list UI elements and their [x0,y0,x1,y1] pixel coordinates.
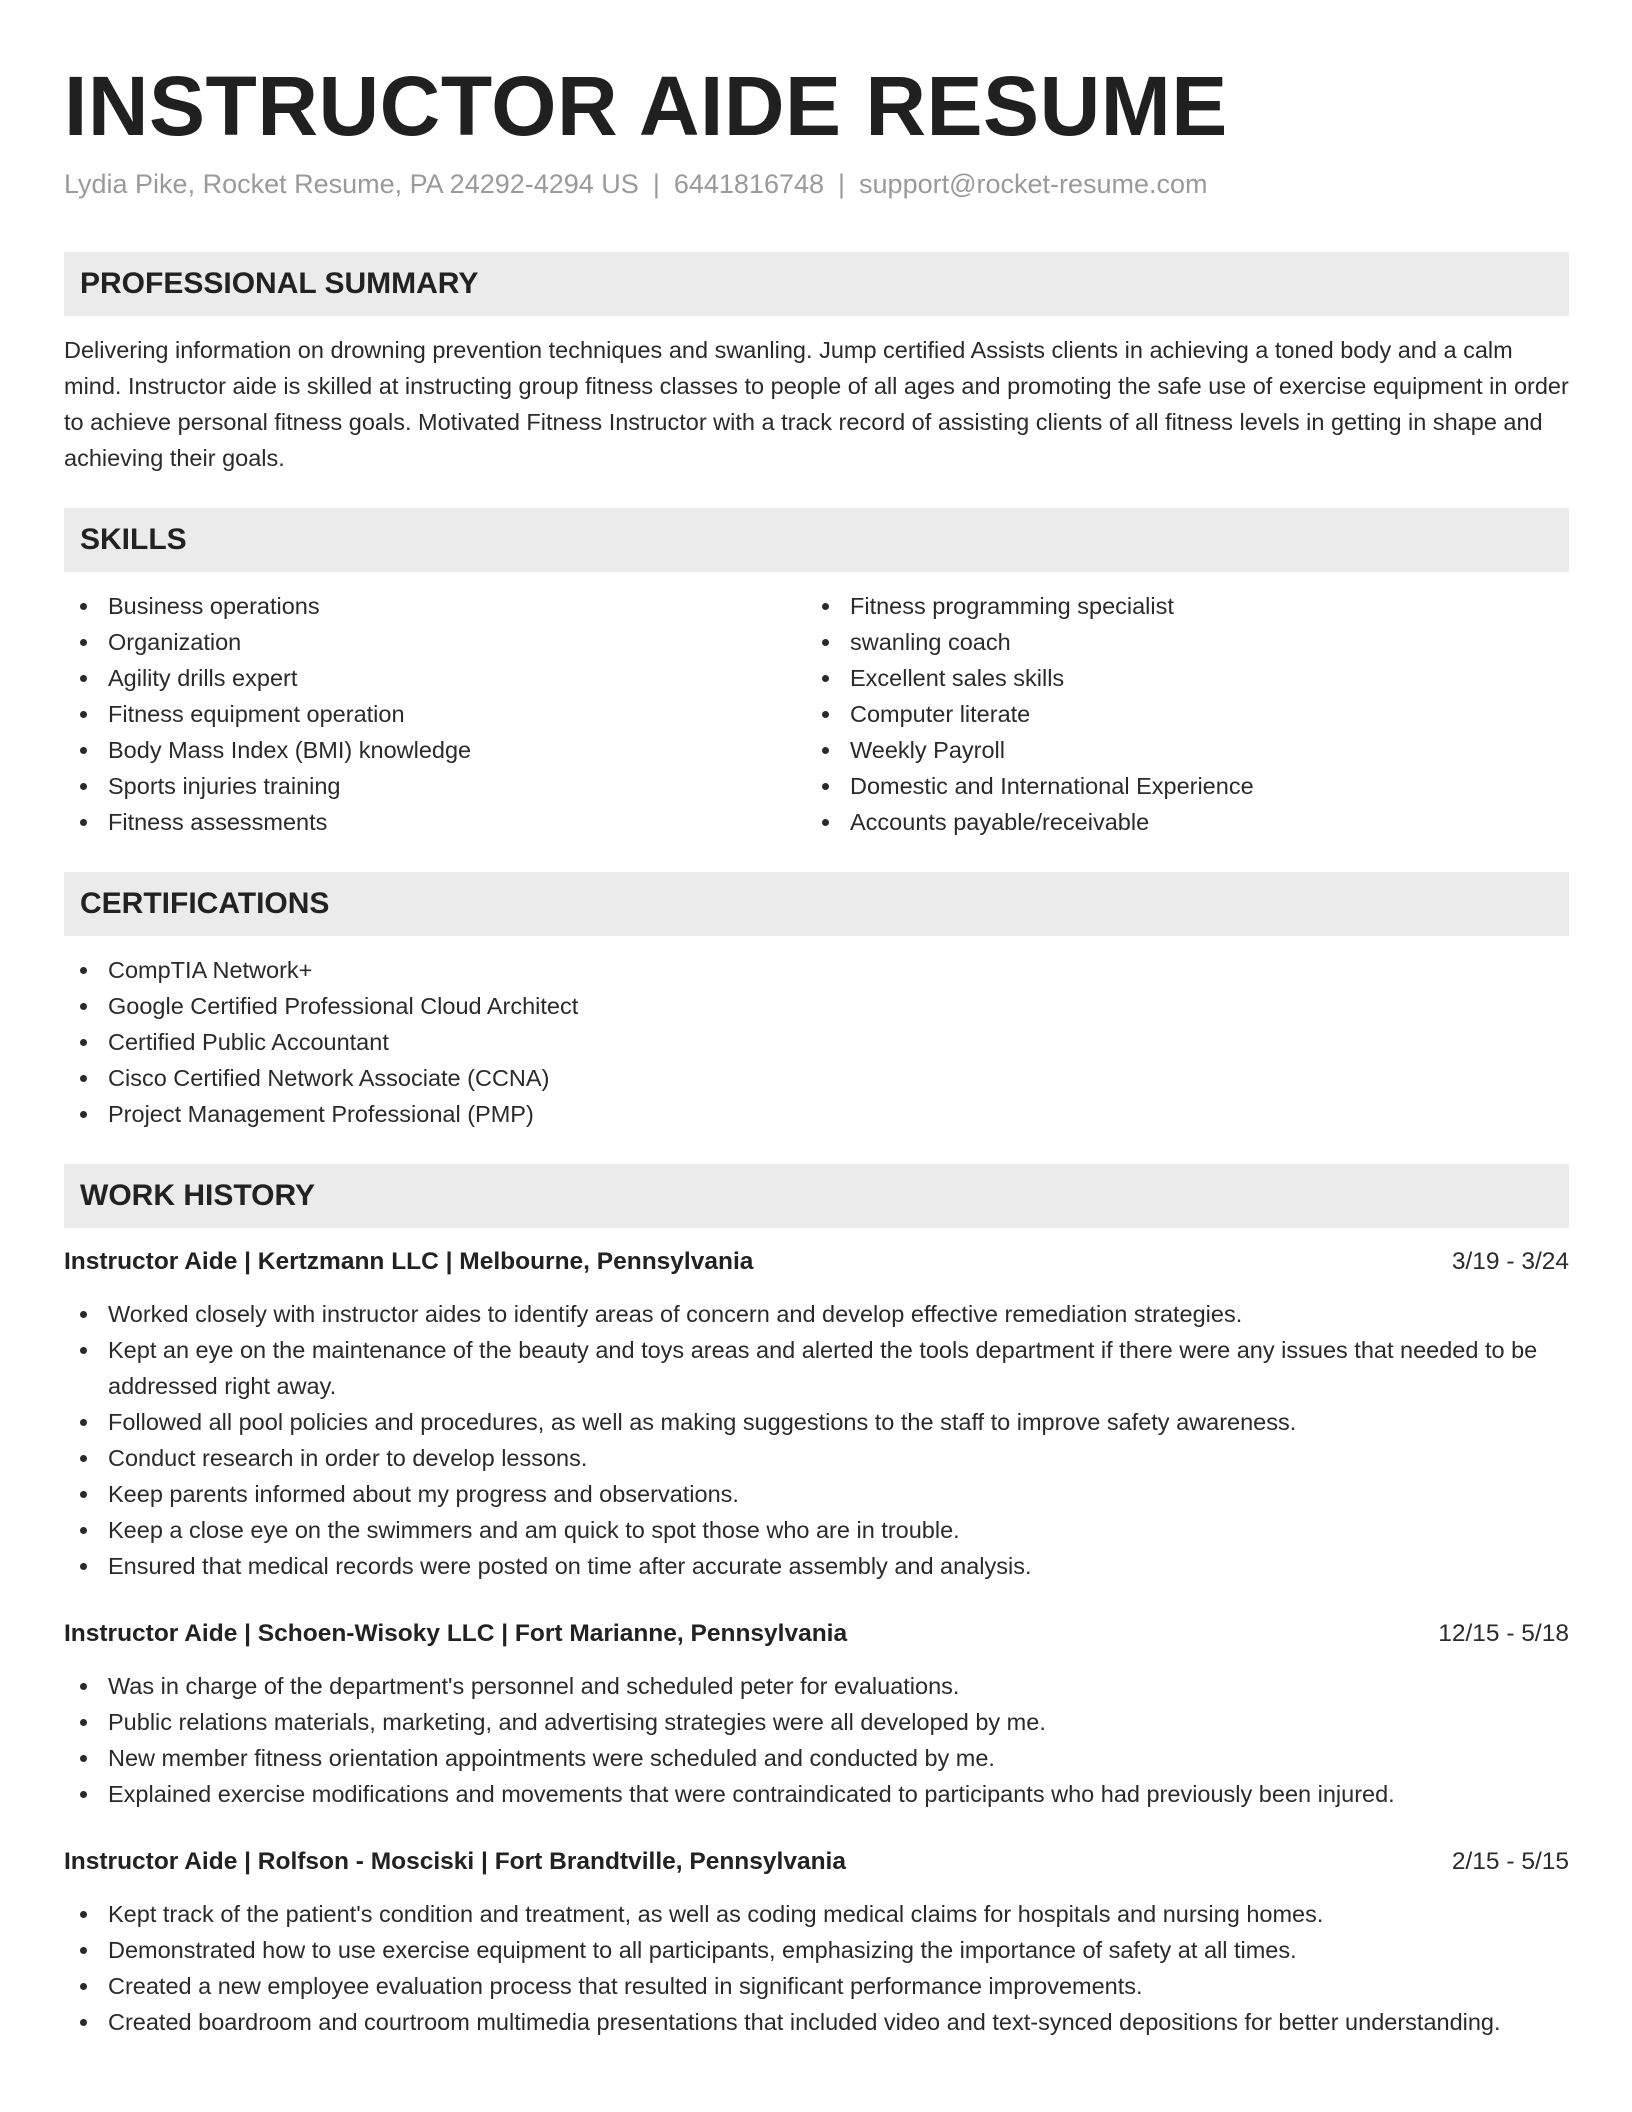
certification-item: CompTIA Network+ [64,952,1569,988]
job-header [64,1616,1569,1652]
skill-item: Weekly Payroll [806,732,1548,768]
job-bullet: Kept an eye on the maintenance of the beauty and toys areas and alerted the tools department if there were any issues that needed to be addressed right away. [64,1332,1569,1404]
section-heading-work-history: WORK HISTORY [64,1164,1569,1228]
job-bullet: Keep parents informed about my progress and observations. [64,1476,1569,1512]
resume-page [64,0,1569,2040]
job-bullet: Keep a close eye on the swimmers and am quick to spot those who are in trouble. [64,1512,1569,1548]
summary-text: Delivering information on drowning prevention techniques and swanling. Jump certified Assists clients in achieving a toned body and a calm mind. Instructor aide is skilled at instructing group fitness classes to people of all ages and promoting the safe use of exercise equipment in order to achieve personal fitness goals. Motivated Fitness Instructor with a track record of assisting clients of all fitness levels in getting in shape and achieving their goals. [64,337,1569,471]
job-bullet-list [64,1668,1569,1812]
job-entry [64,1844,1569,2040]
skill-item: Business operations [64,588,806,624]
contact-address: Lydia Pike, Rocket Resume, PA 24292-4294 US [64,169,639,199]
skills-columns [64,588,1569,840]
skill-item: Fitness equipment operation [64,696,806,732]
job-dates: 12/15 - 5/18 [1438,1620,1569,1647]
contact-email: support@rocket-resume.com [859,169,1208,199]
skill-item: Fitness assessments [64,804,806,840]
contact-separator: | [838,169,846,199]
job-bullet: Conduct research in order to develop lessons. [64,1440,1569,1476]
skill-item: Body Mass Index (BMI) knowledge [64,732,806,768]
skill-item: Accounts payable/receivable [806,804,1548,840]
job-bullet: Worked closely with instructor aides to identify areas of concern and develop effective remediation strategies. [64,1296,1569,1332]
certification-item: Google Certified Professional Cloud Architect [64,988,1569,1024]
job-bullet: Ensured that medical records were posted on time after accurate assembly and analysis. [64,1548,1569,1584]
skill-item: Agility drills expert [64,660,806,696]
skill-item: Excellent sales skills [806,660,1548,696]
skill-item: Organization [64,624,806,660]
job-title: Instructor Aide | Schoen-Wisoky LLC | Fort Marianne, Pennsylvania [64,1620,848,1647]
skill-item: Domestic and International Experience [806,768,1548,804]
job-title: Instructor Aide | Rolfson - Mosciski | Fort Brandtville, Pennsylvania [64,1848,846,1875]
skills-list-left [64,588,806,840]
job-bullet-list [64,1296,1569,1584]
contact-phone: 6441816748 [673,169,825,199]
section-heading-certifications: CERTIFICATIONS [64,872,1569,936]
skill-item: swanling coach [806,624,1548,660]
skills-list-right [806,588,1548,840]
job-bullet: Created boardroom and courtroom multimedia presentations that included video and text-synced depositions for better understanding. [64,2004,1569,2040]
skill-item: Fitness programming specialist [806,588,1548,624]
resume-title: INSTRUCTOR AIDE RESUME [64,59,1228,153]
section-heading-skills: SKILLS [64,508,1569,572]
section-heading-summary: PROFESSIONAL SUMMARY [64,252,1569,316]
certification-item: Cisco Certified Network Associate (CCNA) [64,1060,1569,1096]
job-header [64,1244,1569,1280]
job-bullet: Public relations materials, marketing, and advertising strategies were all developed by me. [64,1704,1569,1740]
job-entry [64,1244,1569,1584]
certifications-list [64,952,1569,1132]
job-bullet: New member fitness orientation appointments were scheduled and conducted by me. [64,1740,1569,1776]
job-bullet: Explained exercise modifications and movements that were contraindicated to participants who had previously been injured. [64,1776,1569,1812]
job-bullet: Was in charge of the department's personnel and scheduled peter for evaluations. [64,1668,1569,1704]
job-dates: 3/19 - 3/24 [1451,1248,1569,1275]
job-bullet: Demonstrated how to use exercise equipment to all participants, emphasizing the importance of safety at all times. [64,1932,1569,1968]
job-title: Instructor Aide | Kertzmann LLC | Melbourne, Pennsylvania [64,1248,754,1275]
skill-item: Sports injuries training [64,768,806,804]
job-bullet: Kept track of the patient's condition and treatment, as well as coding medical claims for hospitals and nursing homes. [64,1896,1569,1932]
certification-item: Project Management Professional (PMP) [64,1096,1569,1132]
job-bullet-list [64,1896,1569,2040]
job-bullet: Created a new employee evaluation process that resulted in significant performance improvements. [64,1968,1569,2004]
contact-separator: | [652,169,660,199]
contact-line [64,166,1569,202]
job-bullet: Followed all pool policies and procedures, as well as making suggestions to the staff to improve safety awareness. [64,1404,1569,1440]
job-header [64,1844,1569,1880]
certification-item: Certified Public Accountant [64,1024,1569,1060]
skill-item: Computer literate [806,696,1548,732]
job-dates: 2/15 - 5/15 [1451,1848,1569,1875]
job-entry [64,1616,1569,1812]
